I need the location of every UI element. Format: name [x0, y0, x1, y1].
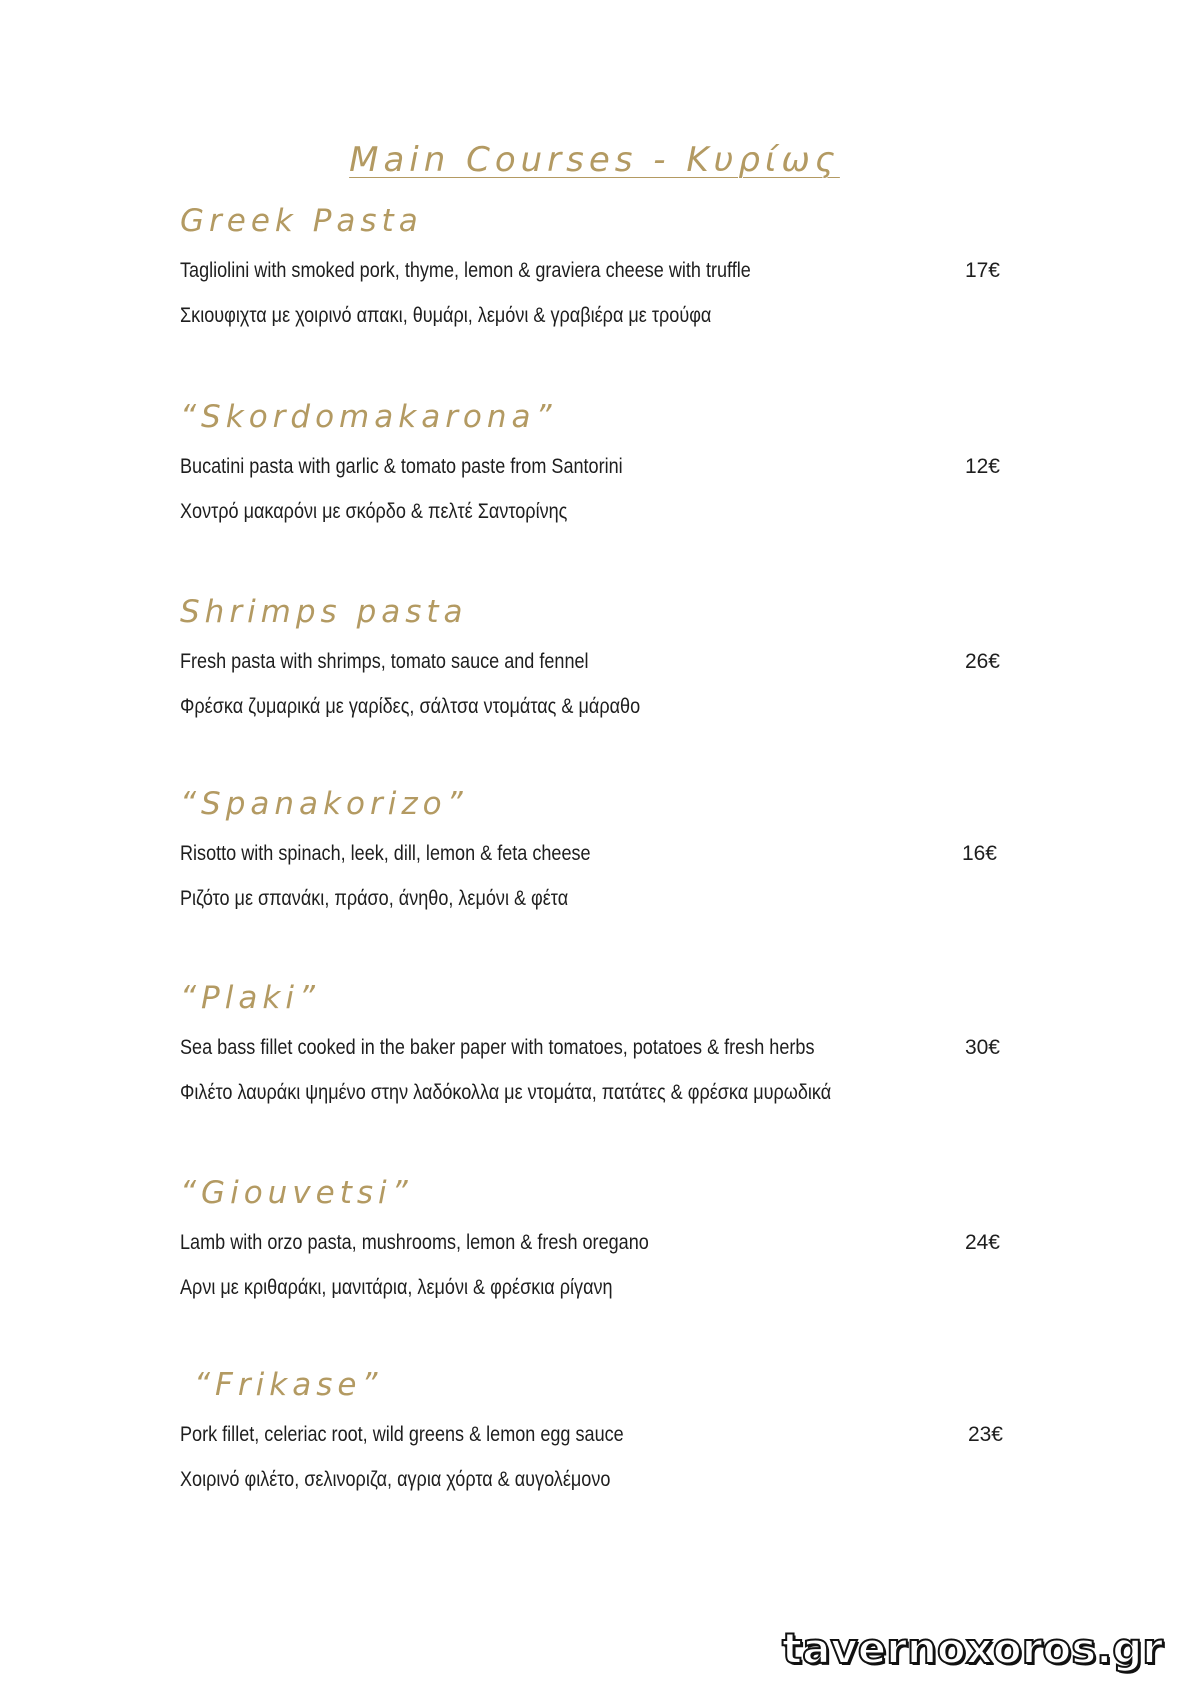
dish-plaki	[180, 977, 1010, 1108]
dish-price: 17€	[964, 259, 1000, 282]
dish-description-en: Fresh pasta with shrimps, tomato sauce and fennel	[180, 650, 589, 673]
dish-description-gr: Αρνι με κριθαράκι, μανιτάρια, λεμόνι & φρέσκια ρίγανη	[180, 1276, 613, 1299]
site-watermark: tavernoxoros.gr	[782, 1624, 1163, 1673]
dish-price: 23€	[967, 1423, 1003, 1446]
dish-row	[180, 839, 1010, 869]
dish-description-gr: Ριζότο με σπανάκι, πράσο, άνηθο, λεμόνι & φέτα	[180, 887, 569, 910]
dish-row	[180, 1033, 1010, 1063]
dish-description-en: Risotto with spinach, leek, dill, lemon & feta cheese	[180, 842, 591, 865]
dish-description-en: Sea bass fillet cooked in the baker paper with tomatoes, potatoes & fresh herbs	[180, 1036, 815, 1059]
dish-name: “Plaki”	[180, 980, 320, 1016]
dish-description-gr: Φιλέτο λαυράκι ψημένο στην λαδόκολλα με ντομάτα, πατάτες & φρέσκα μυρωδικά	[180, 1081, 832, 1104]
dish-row	[180, 256, 1010, 286]
dish-row	[180, 647, 1010, 677]
dish-row	[180, 1420, 1010, 1450]
dish-giouvetsi	[180, 1172, 1010, 1303]
dish-name: “Giouvetsi”	[180, 1175, 413, 1211]
dish-name: Shrimps pasta	[180, 594, 468, 630]
dish-description-en: Tagliolini with smoked pork, thyme, lemon & graviera cheese with truffle	[180, 259, 751, 282]
dish-description-gr: Σκιουφιχτα με χοιρινό απακι, θυμάρι, λεμόνι & γραβιέρα με τρούφα	[180, 304, 712, 327]
dish-price: 12€	[964, 455, 1000, 478]
dish-shrimps-pasta	[180, 591, 1010, 722]
dish-description-gr: Χοιρινό φιλέτο, σελινοριζα, αγρια χόρτα & αυγολέμονο	[180, 1468, 611, 1491]
dish-name: “Skordomakarona”	[180, 399, 557, 435]
dish-name: Greek Pasta	[180, 203, 423, 239]
page-title: Main Courses - Κυρίως	[349, 140, 840, 180]
dish-description-en: Lamb with orzo pasta, mushrooms, lemon & fresh oregano	[180, 1231, 649, 1254]
dish-spanakorizo	[180, 783, 1010, 914]
dish-row	[180, 1228, 1010, 1258]
dish-price: 26€	[964, 650, 1000, 673]
dish-skordomakarona	[180, 396, 1010, 527]
dish-price: 16€	[961, 842, 997, 865]
dish-price: 30€	[964, 1036, 1000, 1059]
dish-frikase	[180, 1364, 1010, 1495]
dish-greek-pasta	[180, 200, 1010, 331]
dish-description-en: Bucatini pasta with garlic & tomato paste from Santorini	[180, 455, 623, 478]
dish-row	[180, 452, 1010, 482]
dish-price: 24€	[964, 1231, 1000, 1254]
dish-description-en: Pork fillet, celeriac root, wild greens & lemon egg sauce	[180, 1423, 624, 1446]
dish-description-gr: Χοντρό μακαρόνι με σκόρδο & πελτέ Σαντορίνης	[180, 500, 568, 523]
dish-name: “Frikase”	[194, 1367, 383, 1403]
dish-name: “Spanakorizo”	[180, 786, 468, 822]
dish-description-gr: Φρέσκα ζυμαρικά με γαρίδες, σάλτσα ντομάτας & μάραθο	[180, 695, 641, 718]
